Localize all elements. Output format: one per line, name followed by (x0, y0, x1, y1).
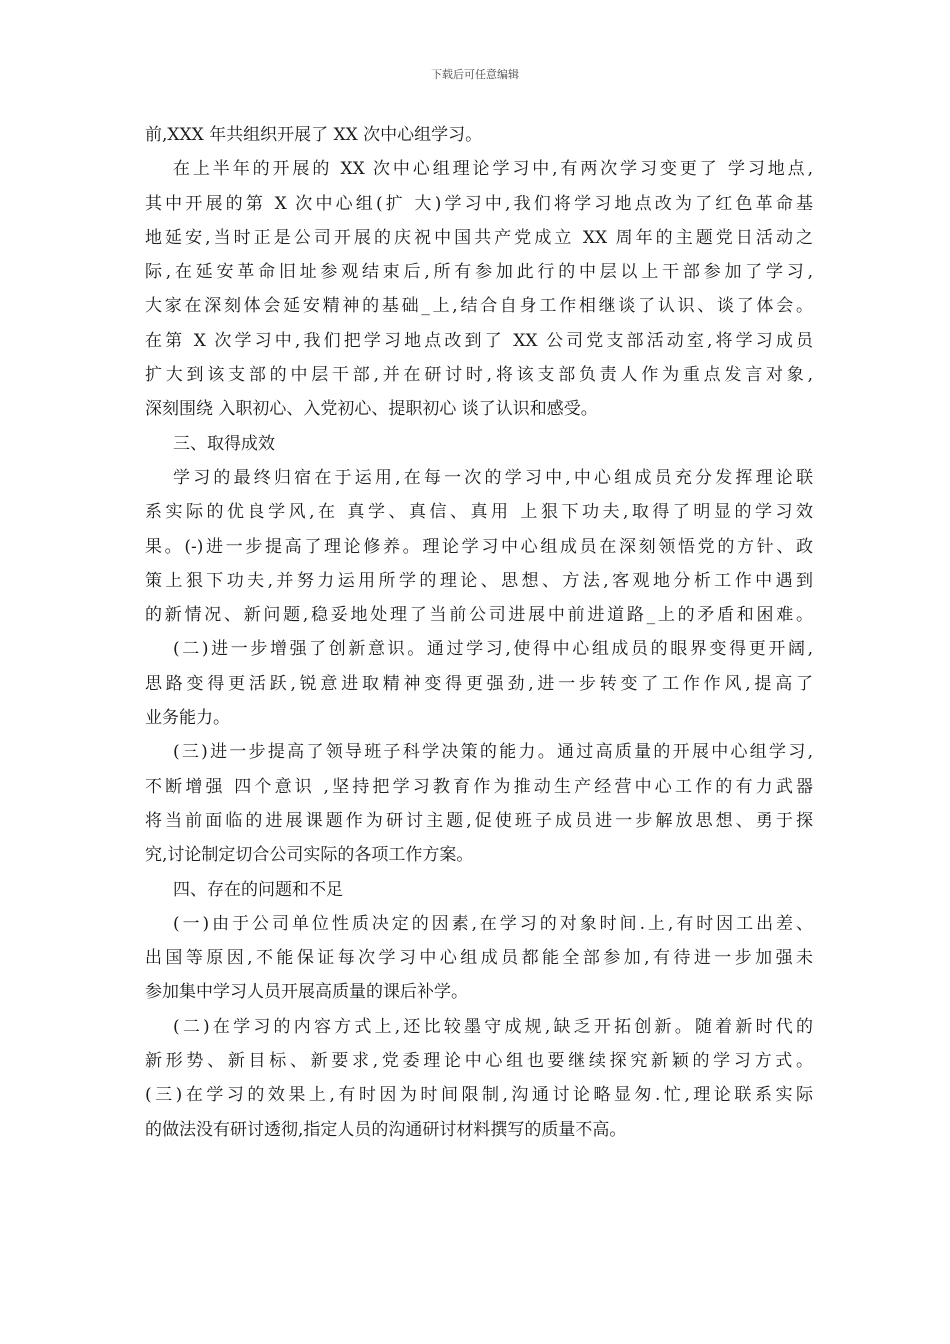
text-line: 策上狠下功夫,并努力运用所学的理论、思想、方法,客观地分析工作中遇到 (145, 570, 813, 591)
text-line: 的做法没有研讨透彻,指定人员的沟通研讨材料撰写的质量不高。 (145, 1119, 627, 1140)
text-line: 三、取得成效 (173, 433, 275, 454)
text-line: 出国等原因,不能保证每次学习中心组成员都能全部参加,有待进一步加强未 (145, 948, 813, 969)
text-line: 思路变得更活跃,锐意进取精神变得更强劲,进一步转变了工作作风,提高了 (145, 673, 813, 694)
text-line: (三)进一步提高了领导班子科学决策的能力。通过高质量的开展中心组学习, (173, 742, 813, 763)
text-line: 在第 X 次学习中,我们把学习地点改到了 XX 公司党支部活动室,将学习成员 (145, 330, 813, 351)
text-line: 学习的最终归宿在于运用,在每一次的学习中,中心组成员充分发挥理论联 (173, 467, 813, 488)
text-line: 果。(-)进一步提高了理论修养。理论学习中心组成员在深刻领悟党的方针、政 (145, 536, 813, 557)
text-line: (二)在学习的内容方式上,还比较墨守成规,缺乏开拓创新。随着新时代的 (173, 1016, 813, 1037)
document-body (145, 118, 813, 1147)
text-line: 地延安,当时正是公司开展的庆祝中国共产党成立 XX 周年的主题党日活动之 (145, 227, 813, 248)
page-header: 下载后可任意编辑 (431, 68, 519, 81)
text-line: 扩大到该支部的中层干部,并在研讨时,将该支部负责人作为重点发言对象, (145, 365, 813, 386)
text-line: 深刻围绕 入职初心、入党初心、提职初心 谈了认识和感受。 (145, 399, 598, 420)
text-line: (二)进一步增强了创新意识。通过学习,使得中心组成员的眼界变得更开阔, (173, 639, 813, 660)
text-line: 的新情况、新问题,稳妥地处理了当前公司进展中前进道路_上的矛盾和困难。 (145, 605, 813, 626)
text-line: 前,XXX 年共组织开展了 XX 次中心组学习。 (145, 125, 483, 145)
text-line: 际,在延安革命旧址参观结束后,所有参加此行的中层以上干部参加了学习, (145, 262, 813, 283)
text-line: (一)由于公司单位性质决定的因素,在学习的对象时间.上,有时因工出差、 (173, 913, 813, 934)
text-line: 系实际的优良学风,在 真学、真信、真用 上狠下功夫,取得了明显的学习效 (145, 502, 813, 523)
text-line: 在上半年的开展的 XX 次中心组理论学习中,有两次学习变更了 学习地点, (173, 159, 813, 180)
text-line: 将当前面临的进展课题作为研讨主题,促使班子成员进一步解放思想、勇于探 (145, 810, 813, 831)
text-line: 参加集中学习人员开展高质量的课后补学。 (145, 982, 468, 1003)
text-line: 其中开展的第 X 次中心组(扩 大)学习中,我们将学习地点改为了红色革命基 (145, 193, 813, 214)
text-line: 业务能力。 (145, 708, 230, 729)
text-line: 不断增强 四个意识 ,坚持把学习教育作为推动生产经营中心工作的有力武器 (145, 776, 813, 797)
text-line: 四、存在的问题和不足 (173, 879, 343, 900)
text-line: 究,讨论制定切合公司实际的各项工作方案。 (145, 845, 474, 866)
text-line: (三)在学习的效果上,有时因为时间限制,沟通讨论略显匆.忙,理论联系实际 (145, 1085, 813, 1106)
text-line: 新形势、新目标、新要求,党委理论中心组也要继续探究新颖的学习方式。 (145, 1051, 813, 1072)
text-line: 大家在深刻体会延安精神的基础_上,结合自身工作相继谈了认识、谈了体会。 (145, 296, 813, 317)
